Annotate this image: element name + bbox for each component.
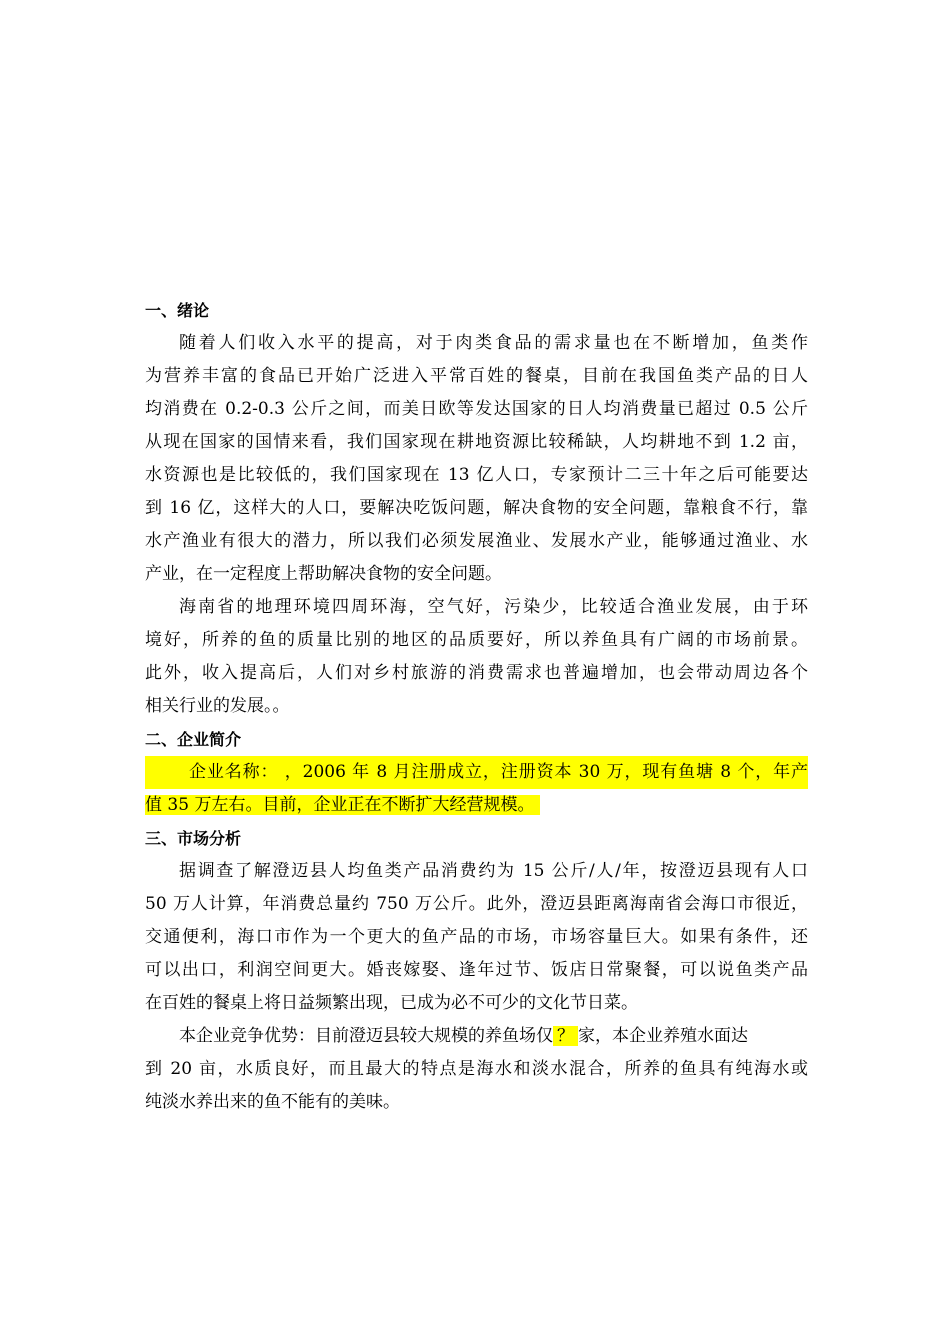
text-line: 到 16 亿，这样大的人口，要解决吃饭问题，解决食物的安全问题，靠粮食不行，靠 (145, 498, 808, 518)
text-line: 纯淡水养出来的鱼不能有的美味。 (145, 1092, 400, 1112)
highlighted-text: 值 35 万左右。目前，企业正在不断扩大经营规模。 (145, 795, 535, 815)
highlight-tail (534, 795, 539, 815)
highlighted-line (145, 789, 808, 822)
text-line: 境好，所养的鱼的质量比别的地区的品质要好，所以养鱼具有广阔的市场前景。 (145, 630, 808, 650)
text-line: 可以出口，利润空间更大。婚丧嫁娶、逢年过节、饭店日常聚餐，可以说鱼类产品 (145, 960, 808, 980)
text-line: 据调查了解澄迈县人均鱼类产品消费约为 15 公斤/人/年，按澄迈县现有人口 (179, 861, 808, 881)
text-line: 到 20 亩，水质良好，而且最大的特点是海水和淡水混合，所养的鱼具有纯海水或 (145, 1059, 808, 1079)
text-line: 在百姓的餐桌上将日益频繁出现，已成为必不可少的文化节日菜。 (145, 993, 638, 1013)
section-heading-market: 三、市场分析 (145, 829, 242, 848)
text-line: 交通便利，海口市作为一个更大的鱼产品的市场，市场容量巨大。如果有条件，还 (145, 927, 808, 947)
text-line: 海南省的地理环境四周环海，空气好，污染少，比较适合渔业发展，由于环 (179, 597, 808, 617)
intro-paragraph-1 (145, 327, 808, 591)
market-paragraph-1 (145, 855, 808, 1020)
text-line: 为营养丰富的食品已开始广泛进入平常百姓的餐桌，目前在我国鱼类产品的日人 (145, 366, 808, 386)
highlighted-text: 企业名称： ，2006 年 8 月注册成立，注册资本 30 万，现有鱼塘 8 个，年产 (145, 756, 808, 789)
market-paragraph-2 (145, 1020, 808, 1119)
text-line: 从现在国家的国情来看，我们国家现在耕地资源比较稀缺，人均耕地不到 1.2 亩， (145, 432, 808, 452)
text-line: 此外，收入提高后，人们对乡村旅游的消费需求也普遍增加，也会带动周边各个 (145, 663, 808, 683)
company-paragraph (145, 756, 808, 822)
intro-paragraph-2 (145, 591, 808, 723)
text-segment: 本企业竞争优势：目前澄迈县较大规模的养鱼场仅 (179, 1026, 553, 1046)
section-heading-company: 二、企业简介 (145, 730, 242, 749)
highlighted-line (145, 756, 808, 789)
document-page (145, 294, 808, 1119)
text-line: 均消费在 0.2-0.3 公斤之间，而美日欧等发达国家的日人均消费量已超过 0.5 公斤 (145, 399, 808, 419)
text-line: 相关行业的发展。。 (145, 696, 290, 716)
text-segment: 家，本企业养殖水面达 (578, 1026, 748, 1046)
text-line: 产业，在一定程度上帮助解决食物的安全问题。 (145, 564, 502, 584)
text-line: 水产渔业有很大的潜力，所以我们必须发展渔业、发展水产业，能够通过渔业、水 (145, 531, 808, 551)
section-heading-intro: 一、绪论 (145, 301, 210, 320)
text-line: 50 万人计算，年消费总量约 750 万公斤。此外，澄迈县距离海南省会海口市很近， (145, 894, 808, 914)
text-line: 水资源也是比较低的，我们国家现在 13 亿人口，专家预计二三十年之后可能要达 (145, 465, 808, 485)
text-line (145, 1020, 808, 1053)
highlighted-mark: ？ (553, 1026, 578, 1046)
text-line: 随着人们收入水平的提高，对于肉类食品的需求量也在不断增加，鱼类作 (179, 333, 808, 353)
